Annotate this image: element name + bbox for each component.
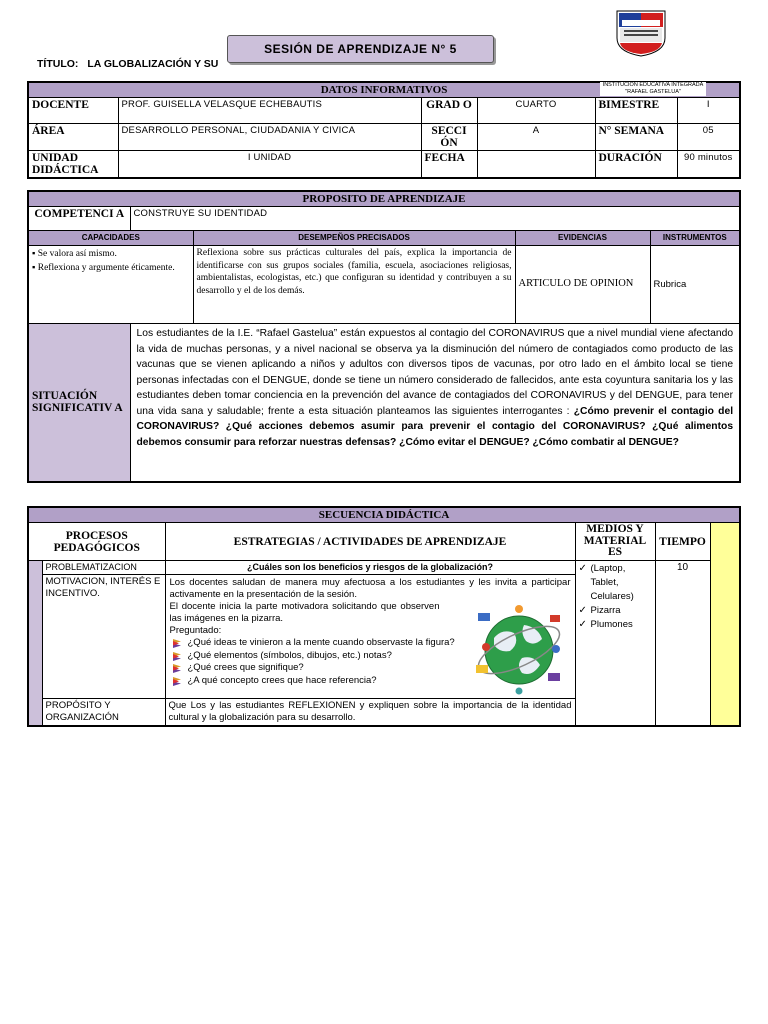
secuencia-header: SECUENCIA DIDÁCTICA bbox=[28, 507, 740, 523]
pregunta-item: ¿Qué elementos (símbolos, dibujos, etc.) notas? bbox=[170, 650, 571, 663]
datos-header: DATOS INFORMATIVOS bbox=[28, 82, 740, 98]
tiempo-value: 10 bbox=[655, 561, 710, 727]
unidad-value: I UNIDAD bbox=[118, 151, 421, 179]
competencia-value: CONSTRUYE SU IDENTIDAD bbox=[130, 207, 740, 231]
titulo-label: TÍTULO: bbox=[37, 58, 79, 70]
capacidades-cell bbox=[28, 246, 193, 324]
situacion-cell bbox=[130, 324, 740, 482]
col-tiempo: TIEMPO bbox=[655, 523, 710, 561]
motivacion-label: MOTIVACION, INTERÉS E INCENTIVO. bbox=[42, 575, 165, 699]
bimestre-value: I bbox=[677, 98, 740, 124]
pregunta-item: ¿A qué concepto crees que hace referencia? bbox=[170, 675, 571, 688]
medios-item: ✓ Pizarra bbox=[578, 605, 621, 616]
docente-value: PROF. GUISELLA VELASQUE ECHEBAUTIS bbox=[118, 98, 421, 124]
preguntado-label: Preguntado: bbox=[169, 625, 222, 636]
motivacion-p2: El docente inicia la parte motivadora solicitando que observen las imágenes en la pizarra. bbox=[169, 601, 440, 624]
proposito-label: PROPÓSITO Y ORGANIZACIÓN bbox=[42, 699, 165, 727]
flag-bullet-icon bbox=[172, 652, 182, 661]
pregunta-item: ¿Qué ideas te vinieron a la mente cuando observaste la figura? bbox=[170, 637, 571, 650]
unidad-label: UNIDAD DIDÁCTICA bbox=[28, 151, 118, 179]
session-title-box bbox=[227, 35, 494, 63]
pregunta-item: ¿Qué crees que signifique? bbox=[170, 662, 571, 675]
col-procesos: PROCESOS PEDAGÓGICOS bbox=[28, 523, 165, 561]
evidencia-cell: ARTICULO DE OPINION bbox=[515, 246, 650, 324]
check-icon: ✓ bbox=[578, 605, 587, 616]
competencia-label: COMPETENCI A bbox=[28, 207, 130, 231]
fecha-value bbox=[477, 151, 595, 179]
institution-line1: INSTITUCIÓN EDUCATIVA INTEGRADA bbox=[602, 82, 704, 88]
globe-illustration bbox=[472, 603, 567, 695]
docente-label: DOCENTE bbox=[28, 98, 118, 124]
yellow-strip bbox=[710, 523, 740, 727]
situacion-text: Los estudiantes de la I.E. “Rafael Gastelua” están expuestos al contagio del CORONAVIRUS que a nivel mundial viene afectando la vida de muchas personas, y a nivel nacional se observa ya la disminución del número de contagiados como producto de las vacunas que se vienen aplicando a niños y adultos con diversos tipos de vacunas, por otro lado en el ámbito local se tiene personas infectadas con el DENGUE, donde se tiene un número considerado de fallecidos, ante esta coyuntura sanitaria los y las estudiantes deben tomar conciencia en la prevención del avance de contagiados del CORONAVIRUS y del DENGUE, para tener una vida sana y saludable; frente a esta situación planteamos las siguientes interrogantes : bbox=[136, 328, 734, 417]
capacidad-item: ▪ Se valora así mismo. bbox=[32, 249, 117, 259]
proposito-header: PROPOSITO DE APRENDIZAJE bbox=[28, 191, 740, 207]
session-title: SESIÓN DE APRENDIZAJE N° 5 bbox=[264, 42, 457, 56]
instrumento-cell: Rubrica bbox=[650, 246, 740, 324]
capacidad-item: ▪ Reflexiona y argumente éticamente. bbox=[32, 263, 175, 273]
medios-item: ✓ (Laptop, Tablet, Celulares) bbox=[578, 563, 634, 602]
bimestre-label: BIMESTRE bbox=[595, 98, 677, 124]
school-logo bbox=[614, 8, 668, 58]
col-instrumentos: INSTRUMENTOS bbox=[650, 231, 740, 246]
flag-bullet-icon bbox=[172, 639, 182, 648]
grado-value: CUARTO bbox=[477, 98, 595, 124]
situacion-label: SITUACIÓN SIGNIFICATIV A bbox=[28, 324, 130, 482]
secuencia-table bbox=[27, 506, 741, 727]
motivacion-p1: Los docentes saludan de manera muy afectuosa a los estudiantes y les invita a participar activamente en la presentación de la sesión. bbox=[169, 577, 571, 600]
proposito-text: Que Los y las estudiantes REFLEXIONEN y expliquen sobre la importancia de la identidad cultural y la globalización para su desarrollo. bbox=[165, 699, 575, 727]
seccion-value: A bbox=[477, 124, 595, 151]
situacion-questions: ¿Cómo prevenir el contagio del CORONAVIRUS? ¿Qué acciones debemos asumir para prevenir el contagio del CORONAVIRUS? ¿Qué alimentos debemos consumir para reforzar nuestras defensas? ¿Cómo evitar el DENGUE? ¿Cómo combatir al DENGUE? bbox=[136, 405, 734, 448]
desempeno-cell: Reflexiona sobre sus prácticas culturales del país, explica la importancia de identificarse con sus grupos sociales (familia, escuela, asociaciones religiosas, ambientalistas, ecologistas, etc.) que configuran su identidad y contribuyen a su desarrollo y el de los demás. bbox=[193, 246, 515, 324]
area-label: ÁREA bbox=[28, 124, 118, 151]
motivacion-cell bbox=[165, 575, 575, 699]
duracion-value: 90 minutos bbox=[677, 151, 740, 179]
area-value: DESARROLLO PERSONAL, CIUDADANIA Y CIVICA bbox=[118, 124, 421, 151]
col-medios: MEDIOS Y MATERIAL ES bbox=[575, 523, 655, 561]
col-desempenos: DESEMPEÑOS PRECISADOS bbox=[193, 231, 515, 246]
medios-item: ✓ Plumones bbox=[578, 619, 633, 630]
titulo-line bbox=[37, 58, 218, 70]
institution-line2: "RAFAEL GASTELUA" bbox=[625, 89, 681, 95]
flag-bullet-icon bbox=[172, 664, 182, 673]
grado-label: GRAD O bbox=[421, 98, 477, 124]
problematizacion-label: PROBLEMATIZACION bbox=[42, 561, 165, 575]
titulo-text: LA GLOBALIZACIÓN Y SU bbox=[87, 58, 219, 70]
purple-side-strip bbox=[28, 561, 42, 727]
check-icon: ✓ bbox=[578, 619, 587, 630]
proposito-table bbox=[27, 190, 741, 483]
check-icon: ✓ bbox=[578, 563, 587, 574]
seccion-label: SECCI ÓN bbox=[421, 124, 477, 151]
col-capacidades: CAPACIDADES bbox=[28, 231, 193, 246]
fecha-label: FECHA bbox=[421, 151, 477, 179]
duracion-label: DURACIÓN bbox=[595, 151, 677, 179]
medios-cell bbox=[575, 561, 655, 727]
institution-note bbox=[600, 82, 706, 96]
problematizacion-text: ¿Cuáles son los beneficios y riesgos de la globalización? bbox=[165, 561, 575, 575]
semana-label: N° SEMANA bbox=[595, 124, 677, 151]
col-estrategias: ESTRATEGIAS / ACTIVIDADES DE APRENDIZAJE bbox=[165, 523, 575, 561]
col-evidencias: EVIDENCIAS bbox=[515, 231, 650, 246]
semana-value: 05 bbox=[677, 124, 740, 151]
flag-bullet-icon bbox=[172, 677, 182, 686]
